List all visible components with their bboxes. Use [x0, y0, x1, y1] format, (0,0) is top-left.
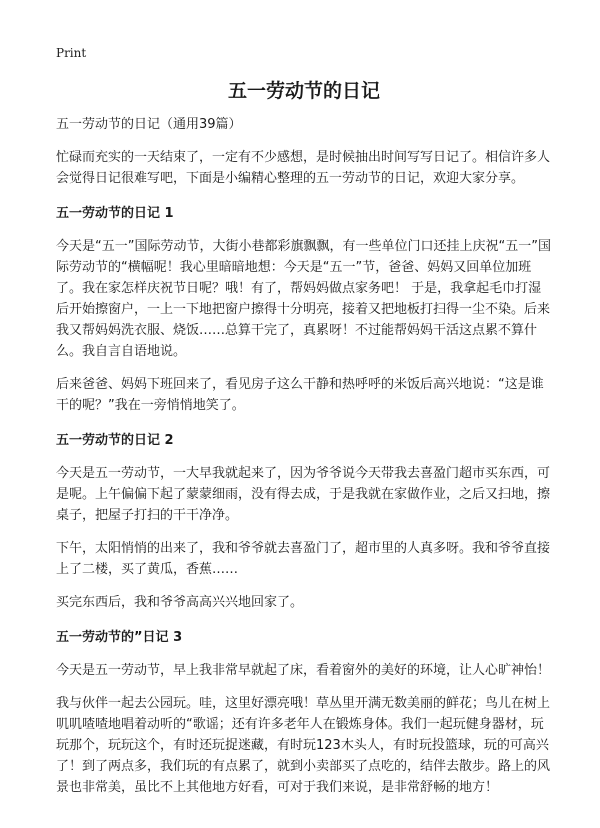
section-2-paragraph-1: 今天是五一劳动节，一大早我就起来了，因为爷爷说今天带我去喜盈门超市买东西，可是呢。上午偏偏下起了蒙蒙细雨，没有得去成，于是我就在家做作业，之后又扫地，擦桌子，把屋子打扫的干干净净。 [56, 466, 551, 523]
print-link[interactable]: Print [56, 46, 87, 60]
section-1-paragraph-1: 今天是“五一”国际劳动节，大街小巷都彩旗飘飘，有一些单位门口还挂上庆祝“五一”国际劳动节的“横幅呢！我心里暗暗地想：今天是“五一”节，爸爸、妈妈又回单位加班了。我在家怎样庆祝节日呢？哦！有了，帮妈妈做点家务吧！ 于是，我拿起毛巾打湿后开始擦窗户，一上一下地把窗户擦得十分明亮，接着又把地板打扫得一尘不染。后来我又帮妈妈洗衣服、烧饭……总算干完了，真累呀！不过能帮妈妈干活这点累不算什么。我自言自语地说。 [56, 239, 551, 359]
document-page [56, 78, 552, 798]
section-heading-1: 五一劳动节的日记 1 [56, 206, 174, 221]
section-3-paragraph-2: 我与伙伴一起去公园玩。哇，这里好漂亮哦！草丛里开满无数美丽的鲜花；鸟儿在树上叽叽喳喳地唱着动听的“歌谣；还有许多老年人在锻炼身体。我们一起玩健身器材，玩玩那个，玩玩这个，有时还玩捉迷藏，有时玩123木头人，有时玩投篮球，玩的可高兴了！到了两点多，我们玩的有点累了，就到小卖部买了点吃的，结伴去散步。路上的风景也非常美，虽比不上其他地方好看，可对于我们来说，是非常舒畅的地方！ [56, 696, 551, 795]
intro-paragraph: 忙碌而充实的一天结束了，一定有不少感想，是时候抽出时间写写日记了。相信许多人会觉得日记很难写吧，下面是小编精心整理的五一劳动节的日记，欢迎大家分享。 [56, 150, 551, 186]
section-2-paragraph-2: 下午，太阳悄悄的出来了，我和爷爷就去喜盈门了，超市里的人真多呀。我和爷爷直接上了二楼，买了黄瓜，香蕉…… [56, 541, 551, 577]
section-heading-3: 五一劳动节的”日记 3 [56, 630, 183, 645]
section-2-paragraph-3: 买完东西后，我和爷爷高高兴兴地回家了。 [56, 595, 304, 610]
section-1-paragraph-2: 后来爸爸、妈妈下班回来了，看见房子这么干静和热呼呼的米饭后高兴地说：“这是谁干的呢？”我在一旁悄悄地笑了。 [56, 377, 544, 413]
document-subtitle: 五一劳动节的日记（通用39篇） [56, 117, 242, 132]
section-3-paragraph-1: 今天是五一劳动节，早上我非常早就起了床，看着窗外的美好的环境，让人心旷神怡！ [56, 663, 551, 678]
page-title: 五一劳动节的日记 [227, 80, 380, 102]
section-heading-2: 五一劳动节的日记 2 [56, 433, 174, 448]
